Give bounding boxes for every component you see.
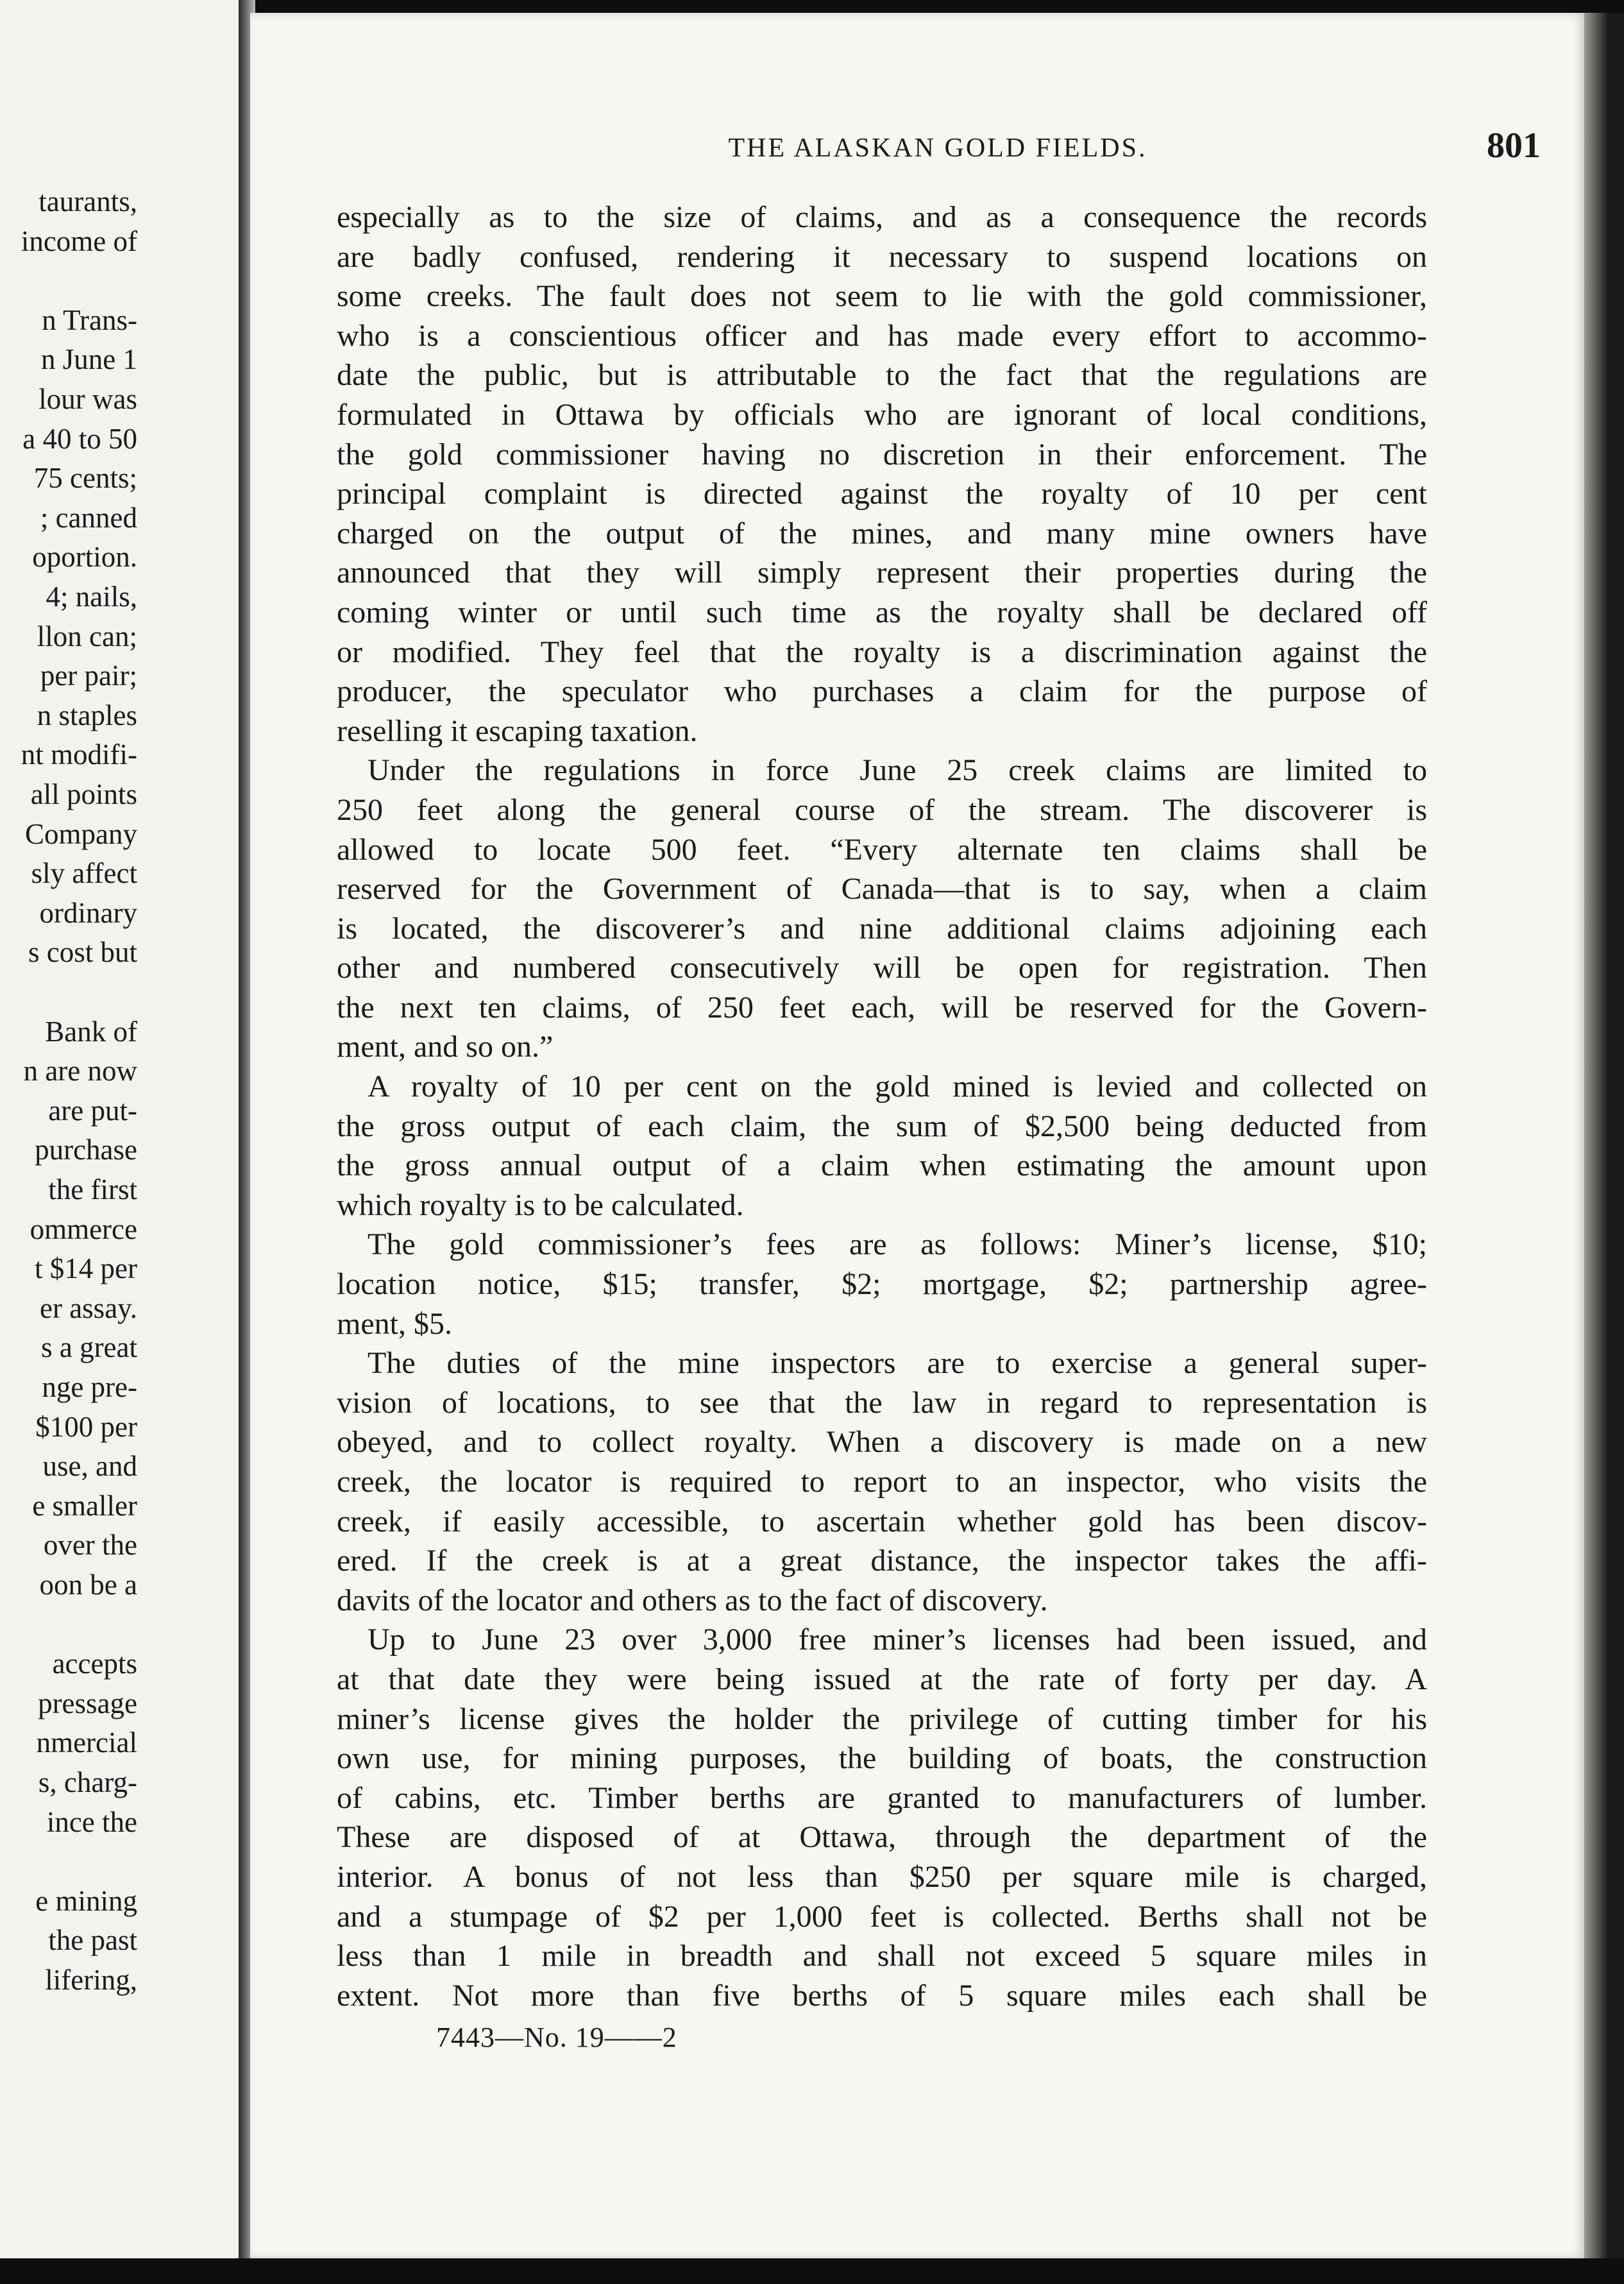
facing-page-line: Bank of [45, 1015, 137, 1048]
facing-page-line: oon be a [39, 1569, 137, 1601]
facing-page-line: er assay. [39, 1291, 137, 1324]
page-number: 801 [1487, 126, 1541, 166]
facing-page-line: s, charg- [38, 1766, 137, 1798]
facing-page-line: accepts [52, 1648, 137, 1680]
facing-page-line: per pair; [40, 660, 137, 692]
text-line: some creeks. The fault does not seem to lie with the gold commissioner, [337, 279, 1427, 314]
text-line: extent. Not more than five berths of 5 square miles each shall be [337, 1978, 1427, 2013]
facing-page-line: lour was [38, 383, 137, 415]
text-line: less than 1 mile in breadth and shall not exceed 5 square miles in [337, 1939, 1427, 1973]
text-line: Under the regulations in force June 25 creek claims are limited to [368, 753, 1427, 788]
facing-page-line: n June 1 [41, 343, 137, 376]
text-line: allowed to locate 500 feet. “Every alternate ten claims shall be [337, 832, 1427, 867]
text-line: These are disposed of at Ottawa, through the department of the [337, 1820, 1427, 1855]
text-line: principal complaint is directed against the royalty of 10 per cent [337, 477, 1427, 511]
text-line: A royalty of 10 per cent on the gold mined is levied and collected on [368, 1070, 1427, 1104]
facing-page-line: are put- [48, 1094, 137, 1127]
text-line: producer, the speculator who purchases a claim for the purpose of [337, 674, 1427, 709]
facing-page-line: ince the [46, 1805, 137, 1838]
page-edge [1584, 13, 1624, 2258]
facing-page-line: s cost but [28, 936, 137, 969]
text-line: davits of the locator and others as to the fact of discovery. [337, 1583, 1048, 1617]
facing-page-line: llon can; [37, 620, 137, 652]
text-line: ment, $5. [337, 1306, 452, 1341]
text-line: interior. A bonus of not less than $250 per square mile is charged, [337, 1859, 1427, 1894]
facing-page-line: 4; nails, [46, 581, 137, 613]
signature-mark: 7443—No. 19——2 [436, 2022, 677, 2053]
document-page [250, 13, 1584, 2258]
text-line: vision of locations, to see that the law in regard to representation is [337, 1385, 1427, 1420]
text-line: creek, the locator is required to report to an inspector, who visits the [337, 1465, 1427, 1499]
text-line: ment, and so on.” [337, 1030, 554, 1064]
text-line: and a stumpage of $2 per 1,000 feet is collected. Berths shall not be [337, 1899, 1427, 1934]
text-line: the gross output of each claim, the sum of $2,500 being deducted from [337, 1109, 1427, 1143]
text-line: especially as to the size of claims, and as a consequence the records [337, 200, 1427, 234]
text-line: at that date they were being issued at the rate of forty per day. A [337, 1662, 1427, 1696]
facing-page-fragment [0, 0, 241, 2258]
text-line: location notice, $15; transfer, $2; mortgage, $2; partnership agree- [337, 1267, 1427, 1302]
text-line: or modified. They feel that the royalty is a discrimination against the [337, 635, 1427, 669]
text-line: reselling it escaping taxation. [337, 713, 698, 748]
text-line: The duties of the mine inspectors are to exercise a general super- [368, 1346, 1427, 1381]
facing-page-line: oportion. [32, 541, 137, 574]
text-line: date the public, but is attributable to the fact that the regulations are [337, 358, 1427, 393]
facing-page-line: t $14 per [35, 1252, 137, 1285]
text-line: reserved for the Government of Canada—that is to say, when a claim [337, 872, 1427, 907]
text-line: 250 feet along the general course of the stream. The discoverer is [337, 792, 1427, 827]
text-line: of cabins, etc. Timber berths are granted to manufacturers of lumber. [337, 1780, 1427, 1815]
text-line: is located, the discoverer’s and nine additional claims adjoining each [337, 911, 1427, 946]
text-line: creek, if easily accessible, to ascertain whether gold has been discov- [337, 1504, 1427, 1538]
text-line: formulated in Ottawa by officials who are ignorant of local conditions, [337, 397, 1427, 432]
text-line: other and numbered consecutively will be open for registration. Then [337, 951, 1427, 985]
facing-page-line: purchase [35, 1134, 137, 1166]
facing-page-line: e mining [35, 1884, 137, 1917]
facing-page-line: income of [21, 225, 137, 257]
facing-page-line: ; canned [40, 501, 137, 534]
facing-page-line: all points [30, 778, 137, 810]
text-line: Up to June 23 over 3,000 free miner’s licenses had been issued, and [368, 1623, 1427, 1657]
facing-page-line: n staples [37, 699, 137, 731]
facing-page-line: the first [48, 1173, 137, 1206]
facing-page-line: nge pre- [42, 1371, 137, 1403]
text-line: ered. If the creek is at a great distance, the inspector takes the affi- [337, 1544, 1427, 1578]
facing-page-line: s a great [41, 1331, 137, 1364]
text-line: The gold commissioner’s fees are as follows: Miner’s license, $10; [368, 1227, 1427, 1262]
facing-page-line: Company [25, 817, 137, 850]
text-line: obeyed, and to collect royalty. When a discovery is made on a new [337, 1425, 1427, 1460]
facing-page-line: over the [43, 1529, 137, 1562]
facing-page-line: taurants, [38, 185, 137, 217]
text-line: own use, for mining purposes, the building of boats, the construction [337, 1741, 1427, 1776]
text-line: charged on the output of the mines, and many mine owners have [337, 516, 1427, 550]
text-line: the gross annual output of a claim when estimating the amount upon [337, 1148, 1427, 1183]
scan-border [0, 2258, 1624, 2284]
facing-page-line: the past [48, 1924, 137, 1957]
running-header [335, 125, 1541, 170]
facing-page-line: $100 per [35, 1410, 137, 1443]
facing-page-line: ordinary [39, 896, 137, 929]
text-line: announced that they will simply represent their properties during the [337, 556, 1427, 590]
facing-page-line: n are now [23, 1055, 137, 1087]
facing-page-line: sly affect [31, 857, 137, 890]
facing-page-line: a 40 to 50 [22, 422, 137, 455]
facing-page-line: ommerce [30, 1213, 137, 1245]
facing-page-line: n Trans- [42, 303, 137, 336]
text-line: who is a conscientious officer and has made every effort to accommo- [337, 318, 1427, 353]
text-line: which royalty is to be calculated. [337, 1188, 744, 1222]
facing-page-line: nmercial [36, 1726, 137, 1759]
facing-page-line: lifering, [45, 1964, 137, 1996]
text-line: coming winter or until such time as the royalty shall be declared off [337, 595, 1427, 629]
text-line: miner’s license gives the holder the privilege of cutting timber for his [337, 1701, 1427, 1736]
body-text [337, 198, 1427, 2015]
running-title: THE ALASKAN GOLD FIELDS. [728, 133, 1147, 163]
text-line: the gold commissioner having no discretion in their enforcement. The [337, 437, 1427, 472]
facing-page-line: e smaller [32, 1489, 137, 1522]
facing-page-line: 75 cents; [33, 462, 137, 495]
facing-page-line: use, and [42, 1450, 137, 1483]
facing-page-line: nt modifi- [21, 738, 137, 771]
text-line: are badly confused, rendering it necessary to suspend locations on [337, 239, 1427, 274]
text-line: the next ten claims, of 250 feet each, will be reserved for the Govern- [337, 990, 1427, 1025]
facing-page-line: pressage [38, 1687, 137, 1719]
